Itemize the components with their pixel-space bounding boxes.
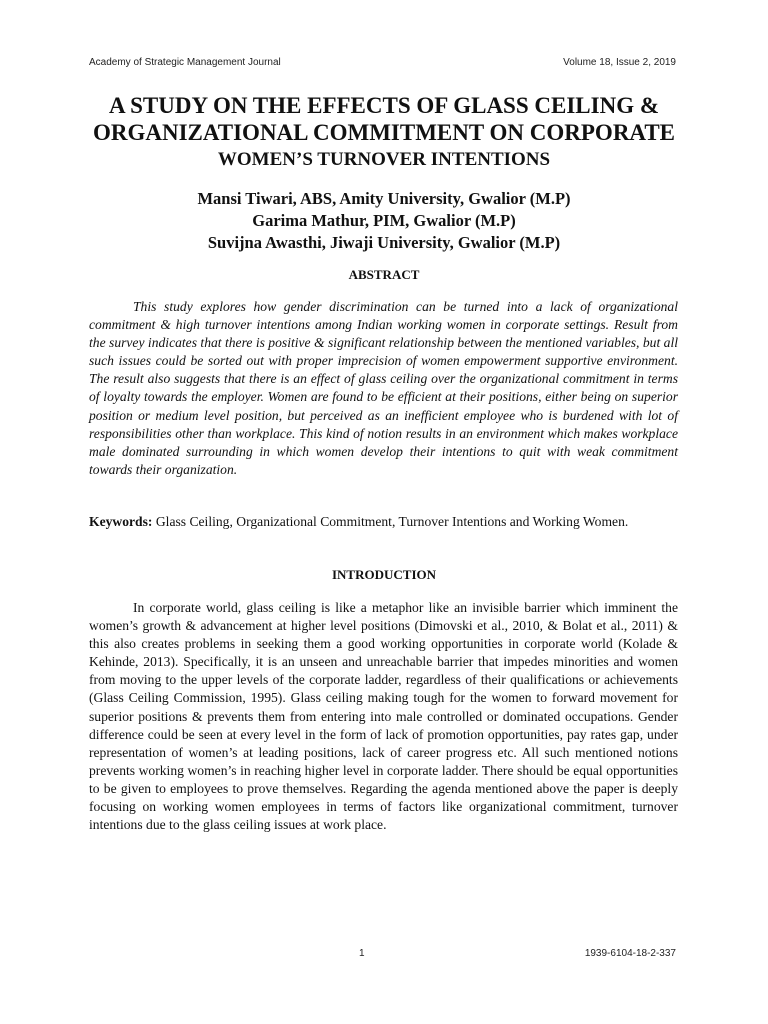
- author-3: Suvijna Awasthi, Jiwaji University, Gwalior (M.P): [207, 233, 561, 252]
- introduction-heading: INTRODUCTION: [331, 567, 436, 582]
- paper-title: [60, 92, 708, 173]
- title-line-2: ORGANIZATIONAL COMMITMENT ON CORPORATE: [92, 120, 676, 145]
- title-line-1: A STUDY ON THE EFFECTS OF GLASS CEILING &: [109, 93, 659, 118]
- author-list: [60, 188, 708, 254]
- introduction-body: In corporate world, glass ceiling is like a metaphor like an invisible barrier which imminent the women’s growth & advancement at higher level positions (Dimovski et al., 2010, & Bolat et al., 2011) & this also creates problems in seeking them a good working opportunities in corporate world (Kolade & Kehinde, 2013). Specifically, it is an unseen and unreachable barrier that impedes minorities and women from moving to the upper levels of the corporate ladder, regardless of their qualifications or achievements (Glass Ceiling Commission, 1995). Glass ceiling making tough for the women to forward movement for superior positions & prevents them from entering into male controlled or dominated occupations. Gender difference could be seen at every level in the form of lack of promotion opportunities, pay rates gap, under representation of women’s at leading positions, lack of career progress etc. All such mentioned notions prevents working women’s in reaching higher level in corporate ladder. There should be equal opportunities to be given to employees to prove themselves. Regarding the agenda mentioned above the paper is deeply focusing on working women employees in terms of factors like organizational commitment, turnover intentions due to the glass ceiling issues at work place.: [89, 600, 678, 833]
- volume-issue: Volume 18, Issue 2, 2019: [563, 57, 676, 68]
- keywords-text: Glass Ceiling, Organizational Commitment, Turnover Intentions and Working Women.: [155, 514, 629, 529]
- abstract-heading: ABSTRACT: [348, 267, 420, 282]
- keywords-label: Keywords:: [89, 514, 153, 529]
- author-2: Garima Mathur, PIM, Gwalior (M.P): [252, 211, 516, 230]
- running-header: [89, 57, 676, 68]
- page-number: 1: [359, 948, 365, 959]
- document-id: 1939-6104-18-2-337: [584, 948, 676, 959]
- author-1: Mansi Tiwari, ABS, Amity University, Gwalior (M.P): [197, 189, 571, 208]
- keywords: [89, 513, 678, 531]
- journal-name: Academy of Strategic Management Journal: [89, 57, 281, 68]
- abstract-body: This study explores how gender discrimination can be turned into a lack of organizational commitment & high turnover intentions among Indian working women in corporate settings. Result from the survey indicates that there is positive & significant relationship between the mentioned variables, but all such issues could be sorted out with proper imprecision of women empowerment supportive environment. The result also suggests that there is an effect of glass ceiling over the organizational commitment in terms of loyalty towards the employer. Women are found to be efficient at their positions, either being on superior position or medium level position, but perceived as an inefficient employee who is burdened with lot of responsibilities other than workplace. This kind of notion results in an environment which makes workplace male dominated surrounding in which women develop their intentions to quit with weak commitment towards their organization.: [89, 299, 678, 477]
- title-line-3: WOMEN’S TURNOVER INTENTIONS: [217, 149, 551, 170]
